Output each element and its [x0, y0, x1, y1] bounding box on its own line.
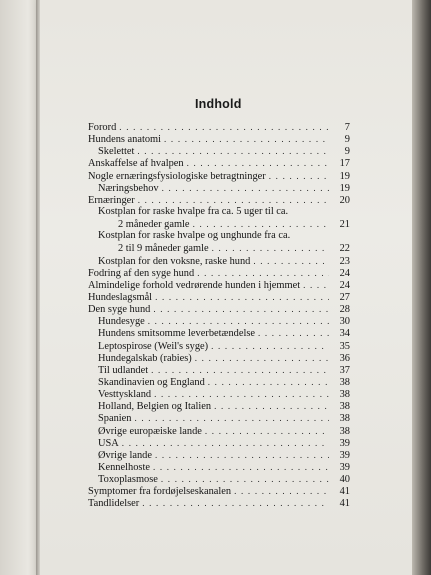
toc-entry-page: 27 — [339, 291, 350, 303]
toc-entry-label: Kostplan for den voksne, raske hund — [98, 255, 251, 267]
toc-entry — [88, 255, 350, 267]
leader-dots — [148, 315, 329, 327]
toc-entry — [88, 449, 350, 461]
toc-entry — [88, 242, 350, 254]
leader-dots — [258, 327, 329, 339]
toc-entry — [88, 291, 350, 303]
toc-heading: Indhold — [195, 97, 242, 111]
leader-dots — [234, 485, 329, 497]
toc-entry — [88, 267, 350, 279]
toc-entry-label: Kennelhoste — [98, 461, 150, 473]
leader-dots — [211, 340, 329, 352]
leader-dots — [303, 279, 329, 291]
leader-dots — [197, 267, 329, 279]
leader-dots — [205, 425, 329, 437]
leader-dots — [164, 133, 329, 145]
toc-entry — [88, 315, 350, 327]
toc-entry-page: 35 — [339, 340, 350, 352]
toc-entry — [88, 279, 350, 291]
leader-dots — [138, 194, 329, 206]
toc-entry-label: Til udlandet — [98, 364, 149, 376]
toc-entry — [88, 145, 350, 157]
toc-entry-page: 20 — [339, 194, 350, 206]
toc-entry-page: 38 — [339, 401, 350, 413]
toc-entry — [88, 194, 350, 206]
toc-entry — [88, 230, 350, 242]
toc-entry-page: 39 — [339, 449, 350, 461]
toc-entry-page: 41 — [339, 486, 350, 498]
leader-dots — [187, 157, 329, 169]
toc-entry-page: 38 — [339, 389, 350, 401]
toc-entry-label: Hundeslagsmål — [88, 291, 153, 303]
toc-entry-label: Fodring af den syge hund — [88, 267, 195, 279]
toc-entry-label: Den syge hund — [88, 304, 151, 316]
toc-entry-page: 36 — [339, 352, 350, 364]
toc-entry-label: Toxoplasmose — [98, 474, 158, 486]
toc-entry-page: 9 — [344, 146, 350, 158]
leader-dots — [193, 218, 329, 230]
toc-entry — [88, 376, 350, 388]
toc-entry-page: 19 — [339, 170, 350, 182]
leader-dots — [134, 412, 329, 424]
adjacent-page — [0, 0, 40, 575]
toc-entry — [88, 364, 350, 376]
toc-entry-label: Tandlidelser — [88, 498, 140, 510]
toc-entry-page: 21 — [339, 219, 350, 231]
toc-entry — [88, 437, 350, 449]
toc-entry-label: Hundegalskab (rabies) — [98, 352, 192, 364]
leader-dots — [153, 461, 329, 473]
toc-entry-page: 34 — [339, 328, 350, 340]
toc-entry-label: Nogle ernæringsfysiologiske betragtninger — [88, 170, 266, 182]
toc-entry-page: 37 — [339, 364, 350, 376]
toc-entry-label: Symptomer fra fordøjelseskanalen — [88, 486, 232, 498]
toc-entry-page: 39 — [339, 461, 350, 473]
toc-entry — [88, 121, 350, 133]
toc-entry — [88, 400, 350, 412]
toc-entry — [88, 157, 350, 169]
toc-entry — [88, 473, 350, 485]
toc-entry-page: 41 — [339, 498, 350, 510]
toc-entry-page: 38 — [339, 413, 350, 425]
toc-entry-page: 24 — [339, 267, 350, 279]
toc-entry-label: Vesttyskland — [98, 389, 152, 401]
leader-dots — [154, 388, 329, 400]
toc-entry-page: 30 — [339, 316, 350, 328]
toc-entry-label: Skandinavien og England — [98, 376, 205, 388]
page-edge-shadow — [412, 0, 431, 575]
toc-entry-page: 7 — [344, 122, 350, 133]
toc-entry-label: 2 måneder gamle — [118, 219, 190, 231]
toc-entry — [88, 485, 350, 497]
leader-dots — [142, 497, 329, 509]
toc-entry-label: Øvrige lande — [98, 449, 152, 461]
toc-entry-label: Anskaffelse af hvalpen — [88, 158, 184, 170]
table-of-contents — [88, 121, 350, 510]
leader-dots — [208, 376, 329, 388]
toc-entry-page: 28 — [339, 304, 350, 316]
leader-dots — [155, 449, 329, 461]
toc-entry-label: Ernæringer — [88, 194, 135, 206]
toc-entry-page: 38 — [339, 425, 350, 437]
toc-entry-page: 40 — [339, 474, 350, 486]
leader-dots — [214, 400, 329, 412]
toc-entry-label: USA — [98, 437, 119, 449]
leader-dots — [269, 170, 329, 182]
toc-entry-label: Kostplan for raske hvalpe fra ca. 5 uger til ca. — [98, 205, 289, 217]
toc-entry-label: Øvrige europæiske lande — [98, 425, 202, 437]
toc-entry-label: Hundesyge — [98, 316, 145, 328]
toc-entry — [88, 340, 350, 352]
toc-entry — [88, 497, 350, 509]
toc-entry-page: 23 — [339, 255, 350, 267]
toc-entry-label: Skelettet — [98, 146, 135, 158]
leader-dots — [212, 242, 329, 254]
toc-entry-label: Forord — [88, 122, 117, 133]
toc-entry-page: 24 — [339, 279, 350, 291]
leader-dots — [162, 182, 329, 194]
toc-entry-page: 17 — [339, 158, 350, 170]
toc-entry-label: Hundens smitsomme leverbetændelse — [98, 328, 255, 340]
toc-entry-label: Kostplan for raske hvalpe og unghunde fra ca. — [98, 230, 291, 242]
leader-dots — [153, 303, 329, 315]
toc-entry-label: Spanien — [98, 413, 132, 425]
page-binding — [36, 0, 40, 575]
toc-entry — [88, 352, 350, 364]
toc-entry — [88, 218, 350, 230]
toc-entry — [88, 133, 350, 145]
toc-entry-label: Hundens anatomi — [88, 134, 162, 146]
toc-entry — [88, 461, 350, 473]
toc-entry — [88, 206, 350, 218]
toc-entry — [88, 388, 350, 400]
toc-entry-page: 9 — [344, 134, 350, 146]
toc-entry-page: 39 — [339, 437, 350, 449]
leader-dots — [253, 255, 329, 267]
leader-dots — [195, 352, 329, 364]
leader-dots — [119, 121, 329, 133]
leader-dots — [137, 145, 329, 157]
toc-entry — [88, 327, 350, 339]
toc-entry-label: 2 til 9 måneder gamle — [118, 243, 209, 255]
toc-entry — [88, 412, 350, 424]
toc-entry-page: 38 — [339, 376, 350, 388]
leader-dots — [151, 364, 329, 376]
toc-entry-label: Almindelige forhold vedrørende hunden i hjemmet — [88, 279, 301, 291]
toc-entry-label: Leptospirose (Weil's syge) — [98, 340, 209, 352]
toc-entry-page: 19 — [339, 182, 350, 194]
leader-dots — [161, 473, 329, 485]
toc-entry-page: 22 — [339, 243, 350, 255]
toc-entry — [88, 182, 350, 194]
toc-entry — [88, 170, 350, 182]
leader-dots — [155, 291, 329, 303]
toc-entry-label: Holland, Belgien og Italien — [98, 401, 212, 413]
toc-entry — [88, 425, 350, 437]
toc-entry — [88, 303, 350, 315]
leader-dots — [122, 437, 329, 449]
toc-entry-label: Næringsbehov — [98, 182, 159, 194]
